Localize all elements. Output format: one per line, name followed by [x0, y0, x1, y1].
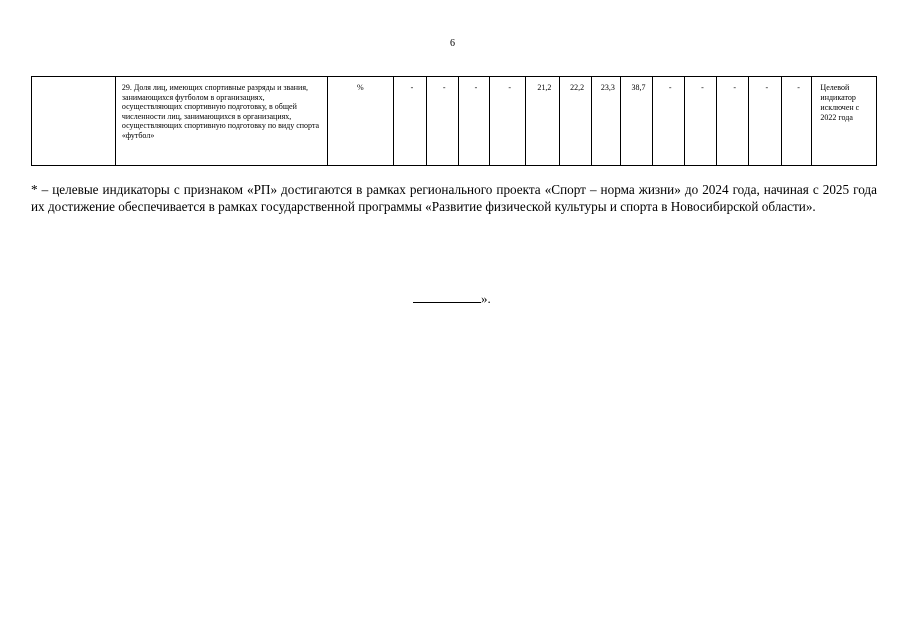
value-cell: 23,3	[591, 77, 621, 166]
table-row	[32, 77, 877, 166]
indicators-table	[31, 76, 877, 166]
signature-underline	[413, 290, 481, 303]
value-cell: -	[749, 77, 782, 166]
unit-cell: %	[327, 77, 393, 166]
value-cell: -	[684, 77, 717, 166]
closing-mark	[413, 290, 491, 307]
note-cell: Целевой индикатор исключен с 2022 года	[812, 77, 877, 166]
value-cell: 22,2	[559, 77, 591, 166]
row-first-cell	[32, 77, 116, 166]
value-cell: -	[652, 77, 684, 166]
page-number: 6	[450, 38, 455, 49]
value-cell: -	[394, 77, 427, 166]
value-cell: 38,7	[621, 77, 653, 166]
value-cell: -	[781, 77, 812, 166]
value-cell: -	[490, 77, 526, 166]
value-cell: -	[458, 77, 490, 166]
value-cell: -	[426, 77, 458, 166]
footnote-paragraph: * – целевые индикаторы с признаком «РП» достигаются в рамках регионального проекта «Спорт – норма жизни» до 2024 года, начиная с 2025 года их достижение обеспечивается в рамках государственной программы «Развитие физической культуры и спорта в Новосибирской области».	[31, 182, 877, 214]
indicator-name-cell: 29. Доля лиц, имеющих спортивные разряды и звания, занимающихся футболом в организациях, осуществляющих спортивную подготовку, в общей численности лиц, занимающихся в организациях, осуществляющих спортивную подготовку по виду спорта «футбол»	[115, 77, 327, 166]
value-cell: -	[717, 77, 749, 166]
value-cell: 21,2	[526, 77, 560, 166]
closing-quote: ».	[481, 291, 491, 306]
